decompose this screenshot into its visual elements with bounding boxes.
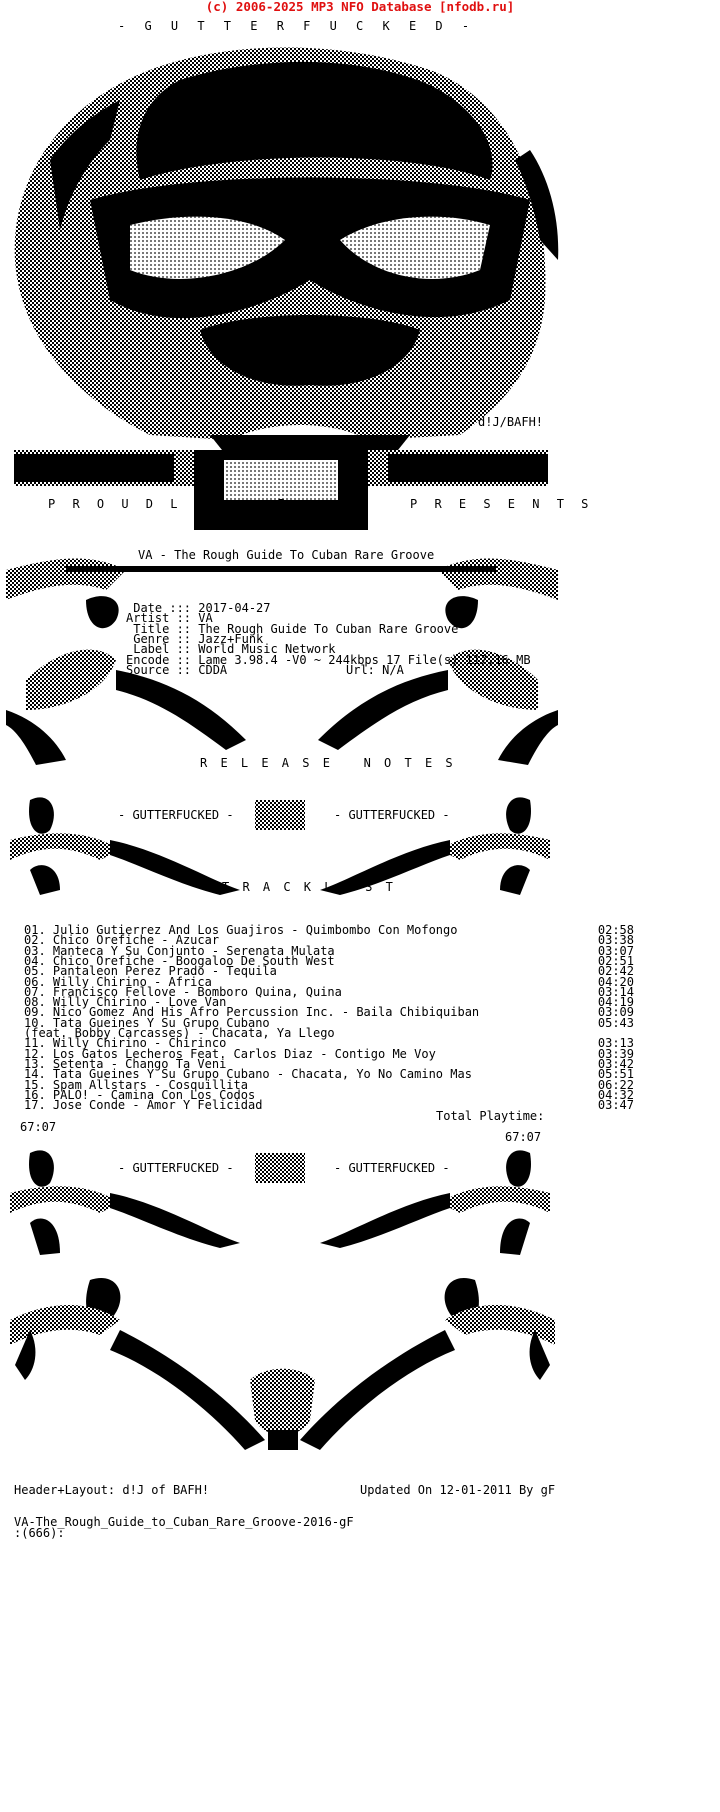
- track-duration: 02:51: [597, 953, 634, 968]
- layout-credit: Header+Layout: d!J of BAFH!: [14, 1483, 210, 1497]
- floral-divider-art-2: [10, 1143, 550, 1258]
- release-name: VA-The_Rough_Guide_to_Cuban_Rare_Groove-2016-gF: [14, 1515, 354, 1529]
- track-duration: 03:38: [597, 933, 634, 948]
- track-duration: 02:42: [597, 964, 634, 979]
- divider-label-right-2: - GUTTERFUCKED -: [334, 1161, 450, 1175]
- track-title: 15. Spam Allstars - Cosquillita: [24, 1077, 248, 1092]
- track-duration: 04:32: [597, 1087, 634, 1102]
- art-credit: d!J/BAFH!: [478, 415, 544, 429]
- track-duration: 04:20: [597, 974, 634, 989]
- group-banner: - G U T T E R F U C K E D -: [118, 19, 476, 33]
- info-label: Artist ::: [126, 611, 192, 626]
- release-notes-heading: R E L E A S E N O T E S: [200, 756, 456, 770]
- track-duration: 02:58: [597, 923, 634, 937]
- track-title: 11. Willy Chirino - Chirinco: [24, 1036, 227, 1051]
- track-title: 16. PALO! - Camina Con Los Codos: [24, 1087, 256, 1102]
- info-value: World Music Network: [198, 642, 336, 657]
- tracklist-heading: T R A C K L I S T: [222, 880, 396, 894]
- presents-left: P R O U D L Y: [48, 497, 207, 511]
- url-field: Url: N/A: [346, 663, 404, 677]
- track-duration: 06:22: [597, 1077, 634, 1092]
- track-duration: 05:51: [597, 1067, 634, 1082]
- info-label: Encode ::: [126, 652, 192, 667]
- track-title: (feat. Bobby Carcasses) - Chacata, Ya Llego: [24, 1026, 335, 1040]
- floral-bottom-art: [10, 1270, 555, 1470]
- divider-label-left-2: - GUTTERFUCKED -: [118, 1161, 234, 1175]
- track-title: 09. Nico Gomez And His Afro Percussion Inc. - Baila Chibiquiban: [24, 1005, 480, 1020]
- track-duration: 03:14: [597, 984, 634, 999]
- track-title: 06. Willy Chirino - Africa: [24, 974, 212, 989]
- ascii-face-art: [10, 40, 610, 470]
- track-title: 07. Francisco Fellove - Bomboro Quina, Quina: [24, 984, 342, 999]
- track-duration: 04:19: [597, 995, 634, 1010]
- copyright-notice: (c) 2006-2025 MP3 NFO Database [nfodb.ru]: [205, 0, 515, 14]
- info-value: VA: [198, 611, 213, 626]
- track-title: 04. Chico Orefiche - Boogaloo De South West: [24, 953, 335, 968]
- release-title: VA - The Rough Guide To Cuban Rare Groove: [138, 548, 435, 562]
- info-label: Title ::: [133, 621, 192, 636]
- track-title: 01. Julio Gutierrez And Los Guajiros - Quimbombo Con Mofongo: [24, 923, 458, 937]
- track-title: 03. Manteca Y Su Conjunto - Serenata Mulata: [24, 943, 335, 958]
- presents-right: P R E S E N T S: [410, 497, 594, 511]
- track-title: 13. Setenta - Chango Ta Veni: [24, 1056, 227, 1071]
- track-duration: 05:43: [597, 1015, 634, 1030]
- track-duration: 03:42: [597, 1056, 634, 1071]
- divider-label-right: - GUTTERFUCKED -: [334, 808, 450, 822]
- total-playtime-value: 67:07: [20, 1120, 57, 1134]
- info-value: The Rough Guide To Cuban Rare Groove: [198, 621, 459, 636]
- banner-bars-art: [14, 450, 548, 530]
- release-tag: :(666):: [14, 1526, 65, 1540]
- track-duration: 03:07: [597, 943, 634, 958]
- track-duration: 03:39: [597, 1046, 634, 1061]
- presents-middle: gF: [270, 497, 285, 511]
- track-title: 05. Pantaleon Perez Prado - Tequila: [24, 964, 277, 979]
- track-title: 10. Tata Gueines Y Su Grupo Cubano: [24, 1015, 270, 1030]
- track-title: 08. Willy Chirino - Love Van: [24, 995, 227, 1010]
- track-duration: 03:13: [597, 1036, 634, 1051]
- track-title: 17. Jose Conde - Amor Y Felicidad: [24, 1098, 263, 1113]
- info-value: CDDA: [198, 662, 228, 677]
- updated-note: Updated On 12-01-2011 By gF: [360, 1483, 556, 1497]
- total-playtime-value-right: 67:07: [505, 1130, 542, 1144]
- info-label: Genre ::: [133, 631, 192, 646]
- track-duration: 03:09: [597, 1005, 634, 1020]
- info-label: Date :::: [133, 601, 192, 615]
- total-playtime-label: Total Playtime:: [436, 1109, 545, 1123]
- track-title: 12. Los Gatos Lecheros Feat. Carlos Diaz - Contigo Me Voy: [24, 1046, 436, 1061]
- info-label: Label ::: [133, 642, 192, 657]
- info-value: Lame 3.98.4 -V0 ~ 244kbps 17 File(s) 117,16 MB: [198, 652, 531, 667]
- track-duration: 03:47: [597, 1098, 634, 1113]
- info-row: [126, 664, 227, 676]
- info-value: Jazz+Funk: [198, 631, 264, 646]
- track-title: 02. Chico Orefiche - Azucar: [24, 933, 220, 948]
- track-title: 14. Tata Gueines Y Su Grupo Cubano - Chacata, Yo No Camino Mas: [24, 1067, 472, 1082]
- divider-label-left: - GUTTERFUCKED -: [118, 808, 234, 822]
- info-label: Source ::: [126, 662, 192, 677]
- info-value: 2017-04-27: [198, 601, 271, 615]
